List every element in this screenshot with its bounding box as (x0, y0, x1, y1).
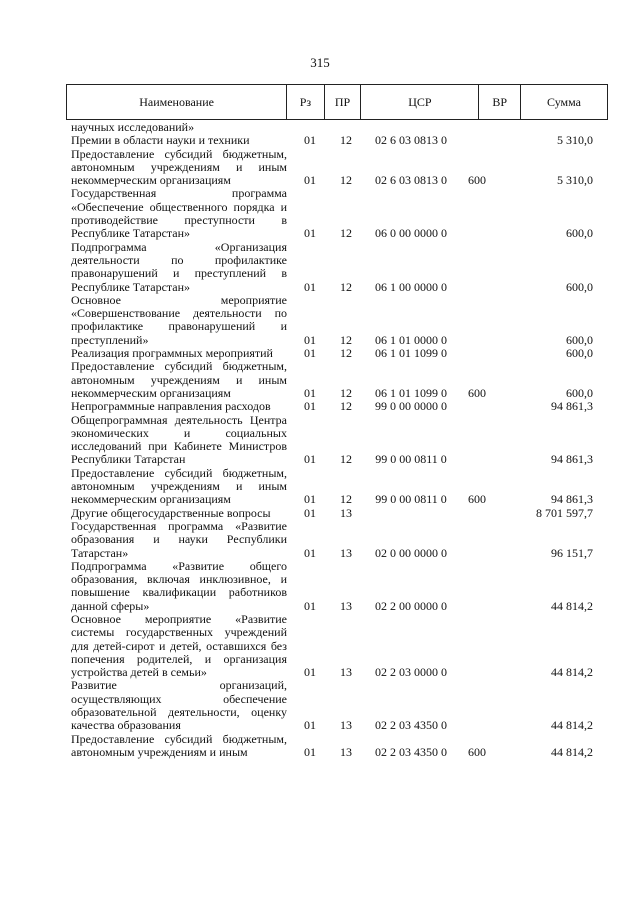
row-pr: 12 (340, 399, 352, 414)
header-csr: ЦСР (361, 85, 479, 120)
row-sum: 44 814,2 (551, 598, 593, 613)
row-rz: 01 (304, 346, 316, 361)
row-csr: 02 2 03 0000 0 (375, 665, 447, 680)
row-name-line: некоммерческим организациям (71, 173, 231, 188)
table-row (0, 679, 640, 732)
table-row (0, 400, 640, 413)
row-sum: 94 861,3 (551, 452, 593, 467)
row-rz: 01 (304, 385, 316, 400)
row-name-line: Государственная программа «Развитие (71, 518, 287, 533)
row-sum: 94 861,3 (551, 492, 593, 507)
row-rz: 01 (304, 665, 316, 680)
row-rz: 01 (304, 332, 316, 347)
row-pr: 12 (340, 346, 352, 361)
row-pr: 12 (340, 492, 352, 507)
row-rz: 01 (304, 173, 316, 188)
row-sum: 8 701 597,7 (536, 505, 593, 520)
row-name-line: профилактике правонарушений и (71, 319, 287, 334)
table-row (0, 347, 640, 360)
row-vr: 600 (468, 744, 486, 759)
row-vr: 600 (468, 173, 486, 188)
row-pr: 12 (340, 226, 352, 241)
row-sum: 600,0 (566, 332, 593, 347)
page-number: 315 (310, 55, 330, 70)
row-name (0, 121, 640, 134)
row-name-line: Подпрограмма «Развитие общего (71, 558, 287, 573)
row-sum: 44 814,2 (551, 718, 593, 733)
row-pr: 12 (340, 279, 352, 294)
row-name-line: Республики Татарстан (71, 452, 186, 467)
row-name-line: правонарушений и преступлений в (71, 266, 287, 281)
row-name-line: «Совершенствование деятельности по (71, 306, 287, 321)
table-header (66, 84, 608, 120)
row-name-line: Основное мероприятие (71, 292, 287, 307)
row-name-line: Непрограммные направления расходов (71, 399, 271, 414)
row-csr: 06 1 01 1099 0 (375, 346, 447, 361)
row-sum: 5 310,0 (557, 173, 593, 188)
table-row (0, 613, 640, 679)
row-sum: 600,0 (566, 346, 593, 361)
row-name-line: системы государственных учреждений (71, 625, 287, 640)
table-body (0, 121, 640, 759)
row-name-line: исследований при Кабинете Министров (71, 439, 287, 454)
row-csr: 99 0 00 0000 0 (375, 399, 447, 414)
table-row (0, 134, 640, 147)
header-pr: ПР (324, 85, 361, 120)
row-name-line: некоммерческим организациям (71, 492, 231, 507)
row-name-line: попечения родителей, и организация (71, 651, 287, 666)
row-rz: 01 (304, 598, 316, 613)
row-name-line: Республике Татарстан» (71, 226, 191, 241)
row-csr: 06 1 01 1099 0 (375, 385, 447, 400)
row-name-line: автономным учреждениям и иным (71, 479, 287, 494)
row-csr: 02 6 03 0813 0 (375, 133, 447, 148)
row-name-line: образования и науки Республики (71, 532, 287, 547)
header-sum: Сумма (520, 85, 607, 120)
row-name-line: Развитие организаций, (71, 678, 287, 693)
row-vr: 600 (468, 492, 486, 507)
row-name-line: Общепрограммная деятельность Центра (71, 412, 287, 427)
row-sum: 600,0 (566, 385, 593, 400)
row-sum: 44 814,2 (551, 744, 593, 759)
row-rz: 01 (304, 718, 316, 733)
row-rz: 01 (304, 279, 316, 294)
row-sum: 96 151,7 (551, 545, 593, 560)
row-pr: 12 (340, 385, 352, 400)
table-row (0, 148, 640, 188)
row-csr: 06 1 01 0000 0 (375, 332, 447, 347)
table-row (0, 414, 640, 467)
table-row (0, 241, 640, 294)
row-name-line: для детей-сирот и детей, оставшихся без (71, 638, 287, 653)
row-name-line: Предоставление субсидий бюджетным, (71, 465, 287, 480)
table-row (0, 560, 640, 613)
row-sum: 600,0 (566, 226, 593, 241)
row-csr: 02 0 00 0000 0 (375, 545, 447, 560)
row-name-line: Подпрограмма «Организация (71, 239, 287, 254)
row-pr: 12 (340, 332, 352, 347)
row-name-line: качества образования (71, 718, 181, 733)
row-vr: 600 (468, 385, 486, 400)
row-sum: 5 310,0 (557, 133, 593, 148)
row-csr: 06 0 00 0000 0 (375, 226, 447, 241)
row-sum: 44 814,2 (551, 665, 593, 680)
row-name-line: Предоставление субсидий бюджетным, (71, 731, 287, 746)
row-pr: 13 (340, 665, 352, 680)
row-name-line: некоммерческим организациям (71, 385, 231, 400)
row-name-line: Республике Татарстан» (71, 279, 191, 294)
row-csr: 02 2 03 4350 0 (375, 718, 447, 733)
row-name-line: осуществляющих обеспечение (71, 691, 287, 706)
row-csr: 02 2 03 4350 0 (375, 744, 447, 759)
row-pr: 12 (340, 133, 352, 148)
row-csr: 02 6 03 0813 0 (375, 173, 447, 188)
row-name-line: экономических и социальных (71, 425, 287, 440)
row-pr: 13 (340, 718, 352, 733)
table-row (0, 294, 640, 347)
row-name-line: Предоставление субсидий бюджетным, (71, 146, 287, 161)
row-csr: 02 2 00 0000 0 (375, 598, 447, 613)
row-name-line: автономным учреждениям и иным (71, 159, 287, 174)
header-name: Наименование (67, 85, 287, 120)
table-row (0, 733, 640, 760)
row-csr: 99 0 00 0811 0 (375, 452, 447, 467)
table-row (0, 187, 640, 240)
row-name-line: Татарстан» (71, 545, 129, 560)
row-name-line: Предоставление субсидий бюджетным, (71, 359, 287, 374)
row-name-line: Государственная программа (71, 186, 287, 201)
row-name-line: Премии в области науки и техники (71, 133, 250, 148)
row-pr: 13 (340, 598, 352, 613)
row-name-line: деятельности по профилактике (71, 252, 287, 267)
row-rz: 01 (304, 505, 316, 520)
table-row (0, 507, 640, 520)
row-name-line: образовательной деятельности, оценку (71, 705, 287, 720)
row-pr: 13 (340, 744, 352, 759)
header-rz: Рз (287, 85, 325, 120)
row-rz: 01 (304, 744, 316, 759)
table-row (0, 121, 640, 134)
row-name-line: Основное мероприятие «Развитие (71, 611, 287, 626)
table-row (0, 520, 640, 560)
table-row (0, 360, 640, 400)
row-sum: 94 861,3 (551, 399, 593, 414)
row-name-line: Реализация программных мероприятий (71, 346, 273, 361)
row-rz: 01 (304, 545, 316, 560)
row-name-line: повышение квалификации работников (71, 585, 287, 600)
row-name-line: образования, включая инклюзивное, и (71, 572, 287, 587)
row-csr: 99 0 00 0811 0 (375, 492, 447, 507)
row-csr: 06 1 00 0000 0 (375, 279, 447, 294)
row-name-line: данной сферы» (71, 598, 150, 613)
row-pr: 12 (340, 173, 352, 188)
row-name-line: устройства детей в семьи» (71, 665, 207, 680)
header-vr: ВР (479, 85, 521, 120)
row-pr: 13 (340, 545, 352, 560)
row-name-line: автономным учреждениям и иным (71, 744, 248, 759)
row-sum: 600,0 (566, 279, 593, 294)
row-rz: 01 (304, 399, 316, 414)
row-name-line: «Обеспечение общественного порядка и (71, 199, 287, 214)
table-row (0, 467, 640, 507)
row-pr: 13 (340, 505, 352, 520)
row-name-line: Другие общегосударственные вопросы (71, 505, 271, 520)
row-name-line: автономным учреждениям и иным (71, 372, 287, 387)
row-name-line: противодействие преступности в (71, 213, 287, 228)
row-rz: 01 (304, 226, 316, 241)
row-name-line: преступлений» (71, 332, 149, 347)
row-rz: 01 (304, 133, 316, 148)
row-rz: 01 (304, 492, 316, 507)
row-name-line: научных исследований» (71, 120, 195, 134)
row-rz: 01 (304, 452, 316, 467)
row-pr: 12 (340, 452, 352, 467)
